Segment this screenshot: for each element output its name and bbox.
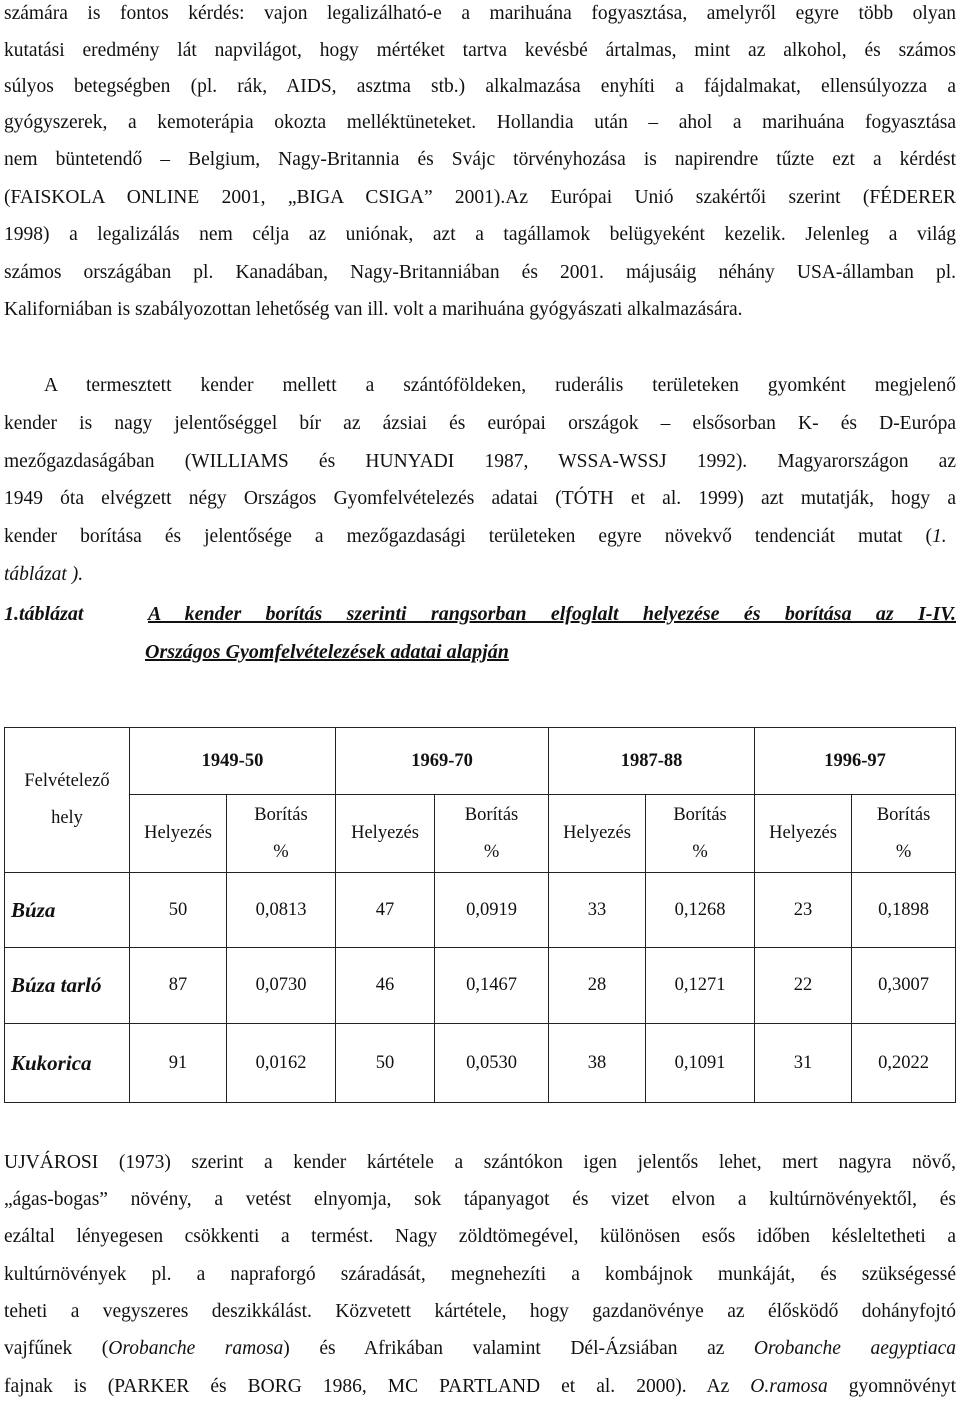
paragraph2-line: kender is nagy jelentőséggel bír az ázsiai és európai országok – elsősorban K- és D-Európa — [4, 413, 956, 434]
table-cell: 0,0730 — [227, 948, 336, 1024]
table-caption-label: 1.táblázat — [4, 603, 84, 625]
paragraph2-line: mezőgazdaságában (WILLIAMS és HUNYADI 1987, WSSA-WSSJ 1992). Magyarországon az — [4, 451, 956, 472]
rank-header: Helyezés — [130, 795, 227, 873]
year-header: 1969-70 — [336, 728, 549, 795]
table-cell: 28 — [549, 948, 646, 1024]
row-place: Búza tarló — [5, 948, 130, 1024]
table-cell: 0,1271 — [646, 948, 755, 1024]
table-cell: 0,0813 — [227, 873, 336, 948]
table-header-row — [5, 728, 956, 795]
table-cell: 31 — [755, 1024, 852, 1103]
paragraph1-line: Kaliforniában is szabályozottan lehetőség van ill. volt a marihuána gyógyászati alkalmazására. — [4, 299, 743, 320]
row-place: Kukorica — [5, 1024, 130, 1103]
year-header: 1987-88 — [549, 728, 755, 795]
paragraph3-line: kultúrnövények pl. a napraforgó száradását, megnehezíti a kombájnok munkáját, és szükségessé — [4, 1264, 956, 1285]
table-row — [5, 1024, 956, 1103]
table-cell: 0,1091 — [646, 1024, 755, 1103]
species-name: Orobanche ramosa — [108, 1338, 284, 1359]
paragraph2-line: táblázat ). — [4, 564, 84, 585]
table-cell: 0,1268 — [646, 873, 755, 948]
paragraph1-line: gyógyszerek, a kemoterápia okozta melléktüneteket. Hollandia után – ahol a marihuána fogyasztása — [4, 112, 956, 133]
table-cell: 23 — [755, 873, 852, 948]
table-cell: 50 — [336, 1024, 435, 1103]
paragraph2-line: 1949 óta elvégzett négy Országos Gyomfelvételezés adatai (TÓTH et al. 1999) azt mutatják, hogy a — [4, 488, 956, 509]
table-cell: 0,0162 — [227, 1024, 336, 1103]
table-cell: 91 — [130, 1024, 227, 1103]
cover-header: Borítás % — [852, 795, 956, 873]
paragraph3-line: UJVÁROSI (1973) szerint a kender kártétele a szántókon igen jelentős lehet, mert nagyra növő, — [4, 1152, 956, 1173]
place-header-line2: hely — [51, 808, 83, 828]
paragraph1-line: számára is fontos kérdés: vajon legalizálható-e a marihuána fogyasztása, amelyről egyre több olyan — [4, 3, 956, 24]
table-caption-title: A kender borítás szerinti rangsorban elfoglalt helyezése és borítása az I-IV. — [148, 603, 956, 625]
cover-ranking-table — [4, 727, 956, 1103]
paragraph3-line: vajfűnek (Orobanche ramosa) és Afrikában valamint Dél-Ázsiában az Orobanche aegyptiaca — [4, 1338, 956, 1359]
paragraph2-line: A termesztett kender mellett a szántóföldeken, ruderális területeken gyomként megjelenő — [44, 375, 956, 396]
rank-header: Helyezés — [549, 795, 646, 873]
table-row — [5, 873, 956, 948]
table-subheader-row — [5, 795, 956, 873]
table-cell: 33 — [549, 873, 646, 948]
table-row — [5, 948, 956, 1024]
table-cell: 0,2022 — [852, 1024, 956, 1103]
species-name: Orobanche aegyptiaca — [753, 1338, 956, 1359]
table-cell: 47 — [336, 873, 435, 948]
table-cell: 0,3007 — [852, 948, 956, 1024]
paragraph3-line: teheti a vegyszeres deszikkálást. Közvetett kártétele, hogy gazdanövénye az élősködő dohányfojtó — [4, 1301, 956, 1322]
table-cell: 87 — [130, 948, 227, 1024]
year-header: 1996-97 — [755, 728, 956, 795]
paragraph3-line: „ágas-bogas” növény, a vetést elnyomja, sok tápanyagot és vizet elvon a kultúrnövényektől, és — [4, 1189, 956, 1210]
table-cell: 0,1898 — [852, 873, 956, 948]
species-name: O.ramosa — [750, 1376, 828, 1397]
paragraph3-line: ezáltal lényegesen csökkenti a termést. Nagy zöldtömegével, különösen esős időben késleltetheti a — [4, 1226, 956, 1247]
place-header-line1: Felvételező — [24, 771, 110, 791]
paragraph1-line: 1998) a legalizálás nem célja az uniónak, azt a tagállamok belügyeként kezelik. Jelenleg a világ — [4, 224, 956, 245]
paragraph1-line: számos országában pl. Kanadában, Nagy-Britanniában és 2001. májusáig néhány USA-államban pl. — [4, 262, 956, 283]
table-cell: 0,0530 — [435, 1024, 549, 1103]
table-cell: 46 — [336, 948, 435, 1024]
paragraph3-line: fajnak is (PARKER és BORG 1986, MC PARTLAND et al. 2000). Az O.ramosa gyomnövényt — [4, 1376, 956, 1397]
place-header — [5, 728, 130, 873]
paragraph1-line: nem büntetendő – Belgium, Nagy-Britannia és Svájc törvényhozása is napirendre tűzte ezt a kérdést — [4, 149, 956, 170]
paragraph1-line: kutatási eredmény lát napvilágot, hogy mértéket tartva kevésbé ártalmas, mint az alkohol, és számos — [4, 40, 956, 61]
paragraph2-line: kender borítása és jelentősége a mezőgazdasági területeken egyre növekvő tendenciát mutat ( — [4, 526, 932, 547]
row-place: Búza — [5, 873, 130, 948]
table-cell: 22 — [755, 948, 852, 1024]
cover-header: Borítás % — [435, 795, 549, 873]
table-caption-title-cont: Országos Gyomfelvételezések adatai alapján — [145, 641, 509, 663]
rank-header: Helyezés — [336, 795, 435, 873]
cover-header: Borítás % — [227, 795, 336, 873]
cover-header: Borítás % — [646, 795, 755, 873]
paragraph1-line: (FAISKOLA ONLINE 2001, „BIGA CSIGA” 2001).Az Európai Unió szakértői szerint (FÉDERER — [4, 187, 956, 208]
rank-header: Helyezés — [755, 795, 852, 873]
table-cell: 0,1467 — [435, 948, 549, 1024]
year-header: 1949-50 — [130, 728, 336, 795]
table-cell: 0,0919 — [435, 873, 549, 948]
table-cell: 38 — [549, 1024, 646, 1103]
table-cell: 50 — [130, 873, 227, 948]
table-reference-number: 1. — [932, 526, 947, 547]
paragraph1-line: súlyos betegségben (pl. rák, AIDS, asztma stb.) alkalmazása enyhíti a fájdalmakat, ellensúlyozza a — [4, 76, 956, 97]
